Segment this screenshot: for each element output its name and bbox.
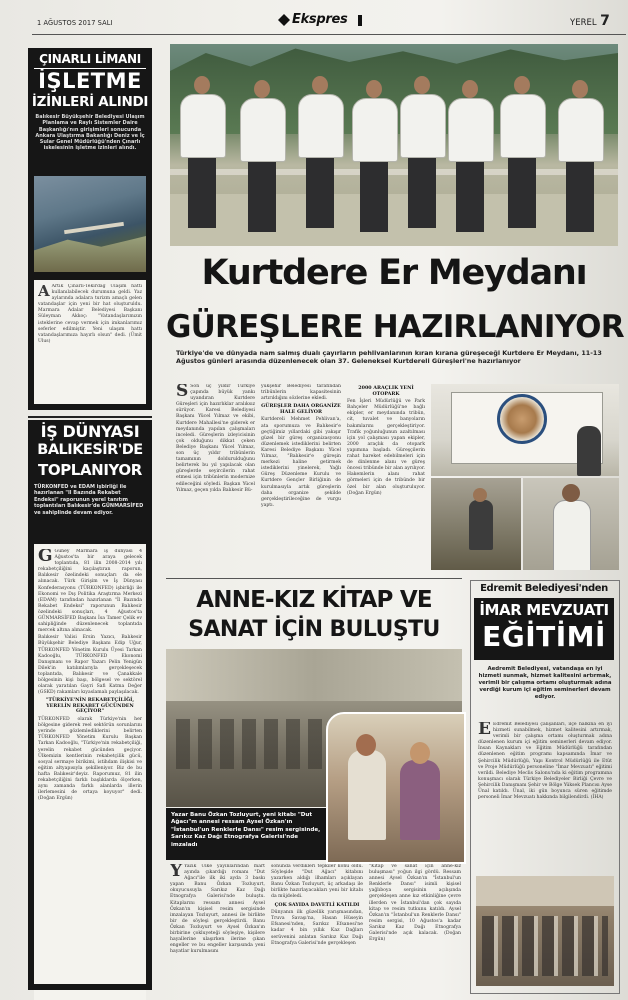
main-col-2-subhead: GÜREŞLER DAHA ORGANİZE HALE GELİYOR — [261, 403, 341, 415]
main-headline-1: Kurtdere Er Meydanı — [201, 253, 587, 293]
sidebar1-title-2: İŞLETME — [38, 69, 142, 93]
inset-woman-1 — [348, 750, 386, 840]
annekiz-col-1 — [170, 864, 265, 990]
sidebar1-title-1: ÇINARLI LİMANI — [39, 52, 141, 66]
sidebar2-frame-right — [146, 595, 152, 985]
page-number: 7 — [600, 13, 610, 29]
annekiz-dropcap: Y — [170, 864, 183, 881]
photo-person-body — [558, 98, 604, 162]
worker-head — [473, 488, 487, 502]
annekiz-col-2 — [271, 864, 363, 990]
main-col-2 — [261, 384, 341, 570]
photo-person-legs — [248, 160, 276, 232]
sidebar2-title-3: TOPLANIYOR — [38, 461, 142, 479]
main-col-1 — [176, 384, 255, 570]
harbor-shore — [34, 236, 146, 272]
annekiz-title-1: ANNE-KIZ KİTAP VE — [196, 587, 432, 613]
edremit-lead: Aedremit Belediyesi, vatandaşa en iyi hizmeti sunmak, hizmet kalitesini artırmak, verimli bir çalışma ortamı oluşturmak adına verdiği kurum içi eğitim seminerleri devam ediyor. — [478, 666, 612, 700]
sidebar2-rule — [28, 416, 152, 418]
main-spot: Türkiye'de ve dünyada nam salmış dualı çayırların pehlivanlarının kıran kırana güreşeceği Kurtdere Er Meydanı, 11-13 Ağustos günleri arasında düzenlenecek olan 37. Geleneksel Kurtdereli Güreşleri'ne hazırlanıyor — [176, 349, 602, 366]
photo-person-legs — [456, 160, 484, 232]
photo-person-body — [180, 94, 226, 158]
photo-person-legs — [188, 156, 216, 228]
section-label: YEREL — [570, 18, 597, 28]
sidebar2-subhead: "TÜRKİYE'NİN REKABETÇİLİĞİ, YERELİN REKABET GÜCÜNDEN GEÇİYOR" — [45, 697, 135, 715]
edremit-body — [478, 722, 612, 872]
edremit-dropcap: E — [478, 722, 491, 739]
main-col-2-text: yükşehir Belediyesi tarafından tribünlerin kapasitesinin artırıldığını sözlerine ekledi. — [261, 384, 341, 402]
wrestler-emblem-icon — [497, 394, 547, 444]
standing-man-figure — [553, 500, 591, 570]
sidebar1-box — [28, 48, 152, 410]
sidebar2-frame-bottom — [28, 984, 152, 990]
annekiz-title-2: SANAT İÇİN BULUŞTU — [188, 617, 440, 642]
sidebar2-dropcap: G — [38, 549, 53, 566]
photo-person-legs — [508, 156, 536, 228]
sidebar2-lead: TÜRKONFED ve EDAM işbirliği ile hazırlanan "Il Bazında Rekabet Endeksi" raporunun yerel tanıtım toplantıları Balıkesir'de GÜNMARSİFED ve sahiplinde devam ediyor. — [34, 484, 144, 516]
standing-man-head — [562, 484, 580, 502]
photo-person-head — [572, 80, 588, 98]
edremit-kicker: Edremit Belediyesi'nden — [480, 583, 608, 594]
main-col-3 — [347, 384, 425, 570]
logo-emblem-icon — [278, 14, 290, 26]
photo-person-head — [462, 80, 478, 98]
photo-person-head — [514, 76, 530, 94]
sidebar1-body — [38, 284, 142, 402]
sidebar2-body-1: Güney Marmara iş dünyası 4 Ağustos'ta bir araya gelecek toplantıda, 81 ilin 2008-2014 yılı rekabetçiliğini kaçılaştıran raporun, Balıkesir özelindeki sonuçları da ele alınacak. Türk Girişim ve İş Dünyası Konfederasyonu (TÜRKONFED) işbirliği ile Ekonomi ve Dış Politika Araştırma Merkezi (EDAM) tarafından hazırlanan "İl Bazında Rekabet Endeksi" raporunun Balıkesir özelindeki sonuçları, 4 Ağustos'ta GÜNMARSİFED Başkanı İsa Tamer Çelik ev sahipliğinde düzenlenecek toplantıda mercek altına alınacak. — [38, 549, 142, 634]
annekiz-col-2-text-b: Dünyanın ilk güzellik yarışmasından, Truva Savaşı'na, Hasan Hüseyin Efsanesi'nden, Sarıkız Efsanesi'ne kadar 4 bin yıllık Kaz Dağları serüvenini anlatan Sarıkız Kaz Dağı Etnografya Galerisi'nde gerçekleşen — [271, 910, 363, 946]
sidebar2-frame — [28, 595, 34, 985]
inset-woman-1-head — [356, 734, 376, 756]
photo-person-legs — [408, 156, 436, 228]
photo-person-head — [254, 80, 270, 98]
photo-person-legs — [566, 160, 594, 232]
annekiz-inset-photo — [326, 712, 466, 864]
photo-person-body — [298, 94, 344, 158]
sidebar2-title-1: İŞ DÜNYASI — [40, 422, 140, 441]
sidebar2-title-2: BALIKESİR'DE — [37, 442, 143, 458]
annekiz-rule — [166, 578, 462, 579]
seminar-audience — [482, 916, 608, 976]
sign-person — [577, 426, 601, 476]
main-group-photo — [170, 44, 618, 246]
main-col-1-text: Son üç yıldır Türkiye çapında büyük yankı uyandıran Kurtdere Güreşleri için hazırlıklar aralıksız sürüyor. Karesi Belediyesi Başkanı Yücel Yılmaz ve ekibi, Kurtdere Mahallesi'ne giderek er meydanında yapılan çalışmaları inceledi. Güreşlerin izleyicisinin çok olduğunu dikkat çeken Belediye Başkanı Yücel Yılmaz, son üç yıldır tribünlerin tamamının doldurulduğunu belirterek bu yıl yapılacak olan güreşlerde seyircilerin rahat etmesi için tribünlerin modernize edileceğini söyledi. Başkan Yücel Yılmaz, geçen yılda Balıkesir Bü- — [176, 384, 255, 493]
harbor-pier — [64, 222, 124, 234]
standing-man-photo — [523, 478, 619, 570]
photo-person-head — [312, 76, 328, 94]
header-paper-name: Ekspres — [292, 12, 348, 27]
sidebar1-dropcap: A — [38, 284, 50, 300]
edremit-title-2: EĞİTİMİ — [482, 620, 606, 653]
photo-person-head — [414, 76, 430, 94]
header-section — [570, 13, 610, 29]
sidebar1-title-3: İZİNLERİ ALINDI — [31, 94, 149, 110]
worker-photo — [431, 478, 521, 570]
photo-person-body — [400, 94, 446, 158]
header-rule — [32, 34, 626, 35]
main-headline-2: GÜREŞLERE HAZIRLANIYOR — [166, 309, 624, 345]
annekiz-col-3-text: "Kitap ve sanat için anne-kız buluşması" yoğun ilgi gördü. Ressam annesi Aysel Özkan'ın "İstanbul'un Renklerle Dansı" isimli kişisel yağlıboya sergisinin açılışında gerçekleşen anne kız etkinliğine çevre illerden ve İstanbul'dan çok sayıda kitap ve resim tutkunu katıldı. Aysel Özkan'ın "İstanbul'un Renklerle Dansı" resim sergisi, 10 Ağustos'a kadar Sarıkız Kaz Dağı Etnografya Galerisi'nde açık kalacak. (Doğan Ergün) — [369, 864, 461, 943]
photo-person-body — [240, 98, 286, 162]
inset-woman-2-head — [410, 742, 430, 764]
sidebar1-body-text: Artık Çınarlı-Tekirdağ Ulaşım hattı kullanılabilecek durumuna geldi. Yaz aylarında adalara turizm amaçlı gelen vatandaşlar için yeni bir hat oluşturuldu. Marmara Adalar Belediyesi Başkanı Süleyman Akkoç: "Vatandaşlarımızın isteklerine cevap vermek için imkanlarımız seferler edilmiştir. Yeni ulaşım hattı vatandaşlarımıza hayırlı olsun" dedi. (Ümit Ulus) — [38, 284, 142, 344]
header-date: 1 AĞUSTOS 2017 SALI — [37, 19, 113, 27]
photo-person-body — [448, 98, 494, 162]
inset-woman-2 — [400, 760, 440, 840]
photo-person-body — [500, 94, 546, 158]
photo-person-head — [194, 76, 210, 94]
photo-person-legs — [306, 156, 334, 228]
sidebar2-body-3: TÜRKONFED olarak Türkiye'nin her bölgesine giderek reel sektörün sorunlarını yerinde gözlemlediklerini belirten TÜRKONFED Yönetim Kurulu Başkan Tarkan Kadooğlu, "Türkiye'nin rekabetçiliği, yerelin rekabet gücünden geçiyor. Ülkemizin kentlerinin rekabetçilik gücü, sosyal sermaye birikimi, istihdam ilişkisi ve eğitim altyapısıyla şekilleniyor. Biz de bu hafta Balıkesir'deyiz. Raporumuz, 81 ilin rekabetçiliğini farklı başlıklarda ölçerken, aynı zamanda farklı alanlarda illerin ilerlemesini de ortaya koyuyor" dedi. (Doğan Ergün) — [38, 717, 142, 802]
photo-person-legs — [360, 160, 388, 232]
main-col-3-subhead: 2000 ARAÇLIK YENİ OTOPARK — [358, 385, 414, 397]
seminar-front-wall — [476, 876, 614, 906]
main-dropcap: S — [176, 384, 189, 401]
header-logo — [278, 12, 370, 29]
annekiz-caption: Yazar Banu Özkan Tozluyurt, yeni kitabı "Dut Ağacı"m annesi ressam Aysel Özkan'ın "İstanbul'un Renklerle Dansı" resim sergisinde, Sarıkız Kaz Dağı Etnografya Galerisi'nde imzaladı — [171, 812, 321, 848]
main-col-2-text-b: Kurtdereli Mehmet Pehlivan'a, ata sporumuza ve Balıkesir'e geçtiğimiz yıllardaki gibi yakışır güzel bir güreş organizasyonu düzenlemek istediklerini belirten Karesi Belediye Başkanı Yücel Yılmaz, "Balıkesir'e güreşin merkezi haline getirmek istediklerini yinelerek, Yağlı Güreş Düzenleme Kurulu ve Kurtdere Gençler Birliğinin de kurulmasıyla artık güreşlerin daha organize şekilde gerçekleştirileceğine de vurgu yaptı. — [261, 417, 341, 508]
sidebar2-body-2: Balıkesir Valisi Ersin Yazıcı, Balıkesir Büyükşehir Belediye Başkanı Edip Uğur, TÜRKONFED Yönetim Kurulu Üyesi Tarkan Kadooğlu, TÜRKONFED Ekonomi Danışmanı ve Rapor Yazarı Pelin Yenigün Dilek'in katılımlarıyla gerçekleşecek toplantıda, Balıkesir ve Çanakkale bölgesinin kişi başı, bölgesel ve sektörel olarak yaratılan Gayri Safi Katma Değer (GSKD) rakamları kıyaslamalı paylaşılacak. — [38, 635, 142, 696]
photo-person-head — [366, 80, 382, 98]
annekiz-col-2-text: sonunda verdikleri tepkiler konu oldu. Söyleşide "Dut Ağacı" kitabını yazarken aldığı ilhamları açıklayan Banu Özkan Tozluyurt, üç arkadaşı ile birlikte hazırlayacakları yeni bir kitabı da müjdeledi. — [271, 864, 363, 900]
annekiz-col-3 — [369, 864, 461, 990]
event-back-wall — [166, 649, 462, 701]
edremit-seminar-photo — [476, 876, 614, 986]
sidebar1-lead: Balıkesir Büyükşehir Belediyesi Ulaşım Planlama ve Raylı Sistemler Daire Başkanlığı'nın girişimleri sonucunda Ankara Ulaştırma Bakanlığı Deniz ve İç Sular Genel Müdürlüğü'nden Çınarlı iskelesinin işletme izinleri alındı. — [35, 114, 145, 152]
main-col-3-text: Fen İşleri Müdürlüğü ve Park Bahçeler Müdürlüğü'ne bağlı ekipler, er meydanında tribün, cit, tuvalet ve banyoların bakımlarını gerçekleştiriyor. Trafik yoğunluğunun azaltılması için yol çalışması yapan ekipler, 2000 araçlık da otopark yapımına başladı. Güreşçilerin rahat hareket edebilmeleri için de dinlenme alanı ve güreş öncesi tribünde bir alan ayrılıyor. Hakemlerin alanı rahat görmeleri için de tribünde bir özel bir alan oluşturuluyor. (Doğan Ergün) — [347, 399, 425, 496]
wrestling-sign-photo — [431, 384, 619, 476]
sidebar2-body — [38, 549, 142, 985]
worker-figure — [469, 500, 493, 550]
annekiz-col-2-subhead: ÇOK SAYIDA DAVETLİ KATILDI — [274, 901, 360, 908]
photo-people — [170, 44, 618, 246]
logo-bar — [358, 15, 362, 26]
edremit-title-1: İMAR MEVZUATI — [479, 601, 609, 619]
photo-person-body — [352, 98, 398, 162]
edremit-body-text: Edremit Belediyesi çalışanları, ilçe halkına en iyi hizmeti sunabilmek, hizmet kalitesini artırmak, verimli bir çalışma ortamı oluşturmak adına düzenlenen kurum içi eğitim seminerleri devam ediyor. İnsan Kaynakları ve Eğitim Müdürlüğü tarafından düzenlenen eğitim programı kapsamında İmar ve Şehircilik Müdürlüğü, Yapı Kontrol Müdürlüğü ile Etüt ve Proje Müdürlüğü personeline "İmar Mevzuatı" eğitimi verildi. Belediye Meclis Salonu'nda ki eğitim programına konuşmacı olarak Türkiye Belediyeler Birliği Çevre ve Şehircilik Danışmanı Şehir ve Bölge Yüksek Plancısı Ayse Ünal katıldı. Ünal, iki gün boyunca süren eğitimde personeli İmar Mevzuatı hakkında bilgilendirdi. (İHA) — [478, 722, 612, 801]
annekiz-col-1-text: Yazık Ülke yayınlarından mart ayında çıkardığı romanı "Dut Ağacı"ile ilk iki ayda 3 baskı yapan Banu Özkan Tozluyurt, okuyucusuyla Sarıkız Kaz Dağı Etnografya Galerisi'nde buluştu. Kitaplarını ressam annesi Aysel Özkan'ın kişisel resim sergisinde imzalayan Tozluyurt, annesi ile birlikte bir de söyleşi gerçekleştirdi. Banu Özkan Tozluyurt ve Aysel Özkan'ın birbirine çokluyeteği söyleşiye, kişilere hayallerine ulaşırken ilerine çıkan engeller ve bu engeller karşısında yeni hayatlar kurulmasını — [170, 864, 265, 955]
sidebar1-harbor-photo — [34, 176, 146, 272]
